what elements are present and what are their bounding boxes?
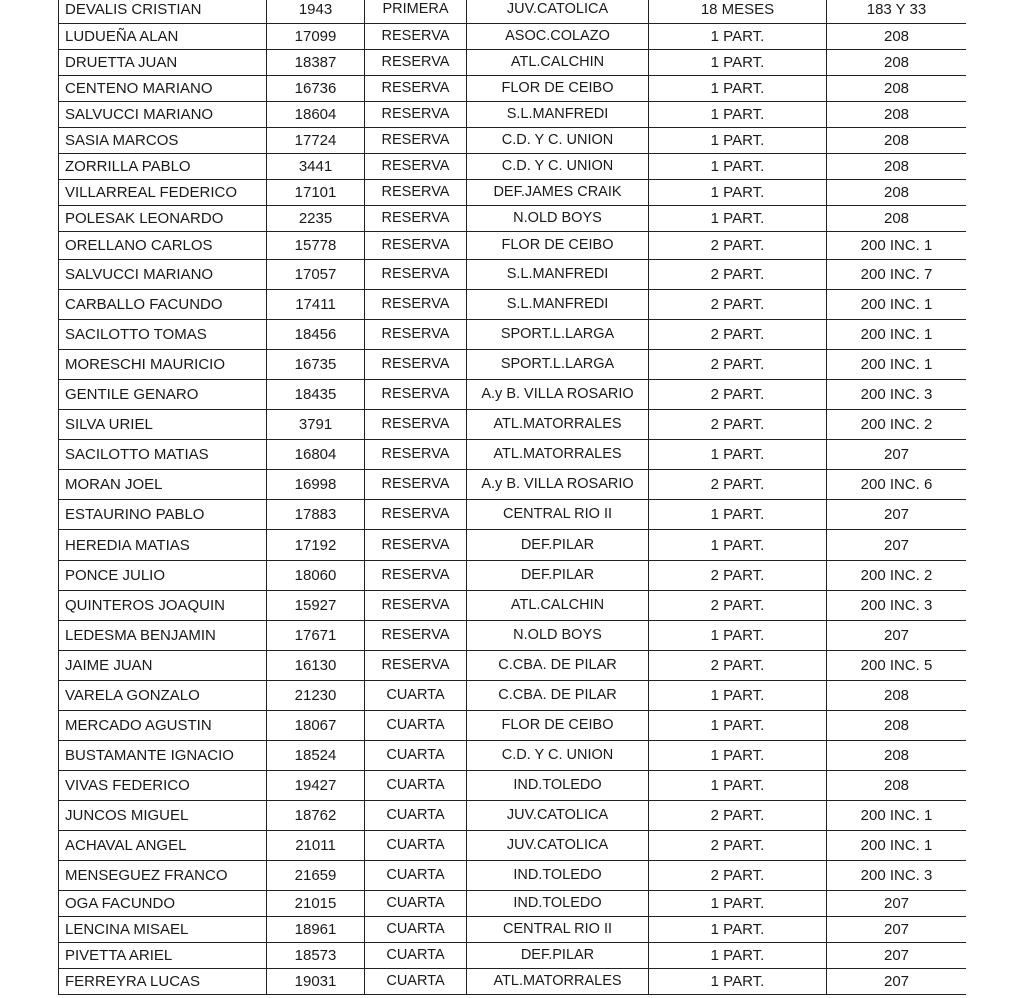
club-cell: S.L.MANFREDI <box>467 290 649 320</box>
article-cell: 207 <box>827 891 967 917</box>
table-row <box>59 969 967 995</box>
division-cell: RESERVA <box>365 260 467 290</box>
division-cell: CUARTA <box>365 771 467 801</box>
division-cell: RESERVA <box>365 410 467 440</box>
article-cell: 207 <box>827 943 967 969</box>
table-row <box>59 350 967 380</box>
table-row <box>59 50 967 76</box>
article-cell: 208 <box>827 711 967 741</box>
player-name-cell: MORESCHI MAURICIO <box>59 350 267 380</box>
table-row <box>59 102 967 128</box>
player-number-cell: 18435 <box>267 380 365 410</box>
table-row <box>59 380 967 410</box>
article-cell: 200 INC. 1 <box>827 801 967 831</box>
club-cell: JUV.CATOLICA <box>467 831 649 861</box>
sanction-cell: 1 PART. <box>649 530 827 561</box>
article-cell: 208 <box>827 154 967 180</box>
division-cell: RESERVA <box>365 561 467 591</box>
player-number-cell: 15927 <box>267 591 365 621</box>
player-name-cell: SALVUCCI MARIANO <box>59 102 267 128</box>
player-name-cell: ESTAURINO PABLO <box>59 500 267 530</box>
player-name-cell: BUSTAMANTE IGNACIO <box>59 741 267 771</box>
player-name-cell: VARELA GONZALO <box>59 681 267 711</box>
club-cell: N.OLD BOYS <box>467 206 649 232</box>
table-row <box>59 801 967 831</box>
club-cell: C.D. Y C. UNION <box>467 154 649 180</box>
sanction-cell: 1 PART. <box>649 943 827 969</box>
player-number-cell: 18961 <box>267 917 365 943</box>
division-cell: RESERVA <box>365 651 467 681</box>
table-row <box>59 260 967 290</box>
article-cell: 208 <box>827 76 967 102</box>
table-row <box>59 651 967 681</box>
player-name-cell: JAIME JUAN <box>59 651 267 681</box>
player-name-cell: MORAN JOEL <box>59 470 267 500</box>
division-cell: CUARTA <box>365 891 467 917</box>
player-name-cell: MENSEGUEZ FRANCO <box>59 861 267 891</box>
sanction-cell: 1 PART. <box>649 180 827 206</box>
table-row <box>59 410 967 440</box>
division-cell: PRIMERA <box>365 0 467 24</box>
player-name-cell: SACILOTTO TOMAS <box>59 320 267 350</box>
player-name-cell: DRUETTA JUAN <box>59 50 267 76</box>
club-cell: C.CBA. DE PILAR <box>467 681 649 711</box>
club-cell: FLOR DE CEIBO <box>467 76 649 102</box>
club-cell: IND.TOLEDO <box>467 891 649 917</box>
division-cell: RESERVA <box>365 76 467 102</box>
article-cell: 208 <box>827 206 967 232</box>
player-name-cell: SASIA MARCOS <box>59 128 267 154</box>
division-cell: RESERVA <box>365 180 467 206</box>
player-name-cell: DEVALIS CRISTIAN <box>59 0 267 24</box>
player-number-cell: 21230 <box>267 681 365 711</box>
division-cell: RESERVA <box>365 350 467 380</box>
sanction-cell: 1 PART. <box>649 969 827 995</box>
player-number-cell: 21659 <box>267 861 365 891</box>
player-name-cell: PONCE JULIO <box>59 561 267 591</box>
sanction-cell: 1 PART. <box>649 771 827 801</box>
table-row <box>59 470 967 500</box>
article-cell: 207 <box>827 500 967 530</box>
player-name-cell: LUDUEÑA ALAN <box>59 24 267 50</box>
table-row <box>59 500 967 530</box>
article-cell: 208 <box>827 50 967 76</box>
player-number-cell: 18573 <box>267 943 365 969</box>
player-name-cell: VILLARREAL FEDERICO <box>59 180 267 206</box>
table-body <box>59 0 967 995</box>
player-name-cell: QUINTEROS JOAQUIN <box>59 591 267 621</box>
club-cell: CENTRAL RIO II <box>467 917 649 943</box>
article-cell: 183 Y 33 <box>827 0 967 24</box>
player-number-cell: 17724 <box>267 128 365 154</box>
player-number-cell: 17671 <box>267 621 365 651</box>
sanction-cell: 1 PART. <box>649 621 827 651</box>
table-row <box>59 24 967 50</box>
club-cell: C.D. Y C. UNION <box>467 741 649 771</box>
article-cell: 200 INC. 1 <box>827 232 967 260</box>
club-cell: DEF.PILAR <box>467 561 649 591</box>
club-cell: JUV.CATOLICA <box>467 0 649 24</box>
sanction-cell: 18 MESES <box>649 0 827 24</box>
division-cell: RESERVA <box>365 621 467 651</box>
player-number-cell: 17101 <box>267 180 365 206</box>
player-name-cell: SILVA URIEL <box>59 410 267 440</box>
player-number-cell: 18456 <box>267 320 365 350</box>
table-row <box>59 681 967 711</box>
player-name-cell: LENCINA MISAEL <box>59 917 267 943</box>
player-name-cell: VIVAS FEDERICO <box>59 771 267 801</box>
player-name-cell: OGA FACUNDO <box>59 891 267 917</box>
division-cell: RESERVA <box>365 50 467 76</box>
sanctions-document <box>58 0 966 998</box>
player-name-cell: CENTENO MARIANO <box>59 76 267 102</box>
division-cell: RESERVA <box>365 380 467 410</box>
player-name-cell: ORELLANO CARLOS <box>59 232 267 260</box>
player-number-cell: 3791 <box>267 410 365 440</box>
sanction-cell: 1 PART. <box>649 500 827 530</box>
table-row <box>59 621 967 651</box>
table-row <box>59 180 967 206</box>
table-row <box>59 76 967 102</box>
article-cell: 207 <box>827 917 967 943</box>
sanction-cell: 2 PART. <box>649 861 827 891</box>
article-cell: 200 INC. 3 <box>827 861 967 891</box>
table-row <box>59 741 967 771</box>
article-cell: 200 INC. 1 <box>827 290 967 320</box>
player-number-cell: 18067 <box>267 711 365 741</box>
sanction-cell: 1 PART. <box>649 440 827 470</box>
table-row <box>59 561 967 591</box>
player-number-cell: 18060 <box>267 561 365 591</box>
division-cell: CUARTA <box>365 801 467 831</box>
club-cell: FLOR DE CEIBO <box>467 232 649 260</box>
club-cell: SPORT.L.LARGA <box>467 320 649 350</box>
article-cell: 208 <box>827 180 967 206</box>
player-number-cell: 18762 <box>267 801 365 831</box>
club-cell: DEF.JAMES CRAIK <box>467 180 649 206</box>
player-name-cell: GENTILE GENARO <box>59 380 267 410</box>
article-cell: 207 <box>827 621 967 651</box>
table-row <box>59 290 967 320</box>
club-cell: ATL.MATORRALES <box>467 440 649 470</box>
player-number-cell: 1943 <box>267 0 365 24</box>
sanction-cell: 2 PART. <box>649 591 827 621</box>
player-name-cell: ZORRILLA PABLO <box>59 154 267 180</box>
article-cell: 208 <box>827 128 967 154</box>
sanction-cell: 2 PART. <box>649 320 827 350</box>
sanction-cell: 2 PART. <box>649 380 827 410</box>
division-cell: RESERVA <box>365 154 467 180</box>
article-cell: 200 INC. 1 <box>827 831 967 861</box>
sanction-cell: 1 PART. <box>649 741 827 771</box>
article-cell: 200 INC. 1 <box>827 320 967 350</box>
club-cell: A.y B. VILLA ROSARIO <box>467 470 649 500</box>
club-cell: S.L.MANFREDI <box>467 102 649 128</box>
article-cell: 200 INC. 5 <box>827 651 967 681</box>
club-cell: ATL.MATORRALES <box>467 969 649 995</box>
division-cell: RESERVA <box>365 24 467 50</box>
article-cell: 207 <box>827 530 967 561</box>
club-cell: DEF.PILAR <box>467 530 649 561</box>
table-row <box>59 917 967 943</box>
player-number-cell: 19427 <box>267 771 365 801</box>
club-cell: ATL.CALCHIN <box>467 591 649 621</box>
sanction-cell: 1 PART. <box>649 681 827 711</box>
player-name-cell: MERCADO AGUSTIN <box>59 711 267 741</box>
player-number-cell: 16130 <box>267 651 365 681</box>
club-cell: DEF.PILAR <box>467 943 649 969</box>
table-row <box>59 440 967 470</box>
player-number-cell: 17883 <box>267 500 365 530</box>
sanctions-table <box>58 0 966 995</box>
division-cell: RESERVA <box>365 206 467 232</box>
article-cell: 200 INC. 2 <box>827 410 967 440</box>
sanction-cell: 2 PART. <box>649 350 827 380</box>
sanction-cell: 1 PART. <box>649 711 827 741</box>
table-row <box>59 861 967 891</box>
table-row <box>59 891 967 917</box>
table-row <box>59 128 967 154</box>
sanction-cell: 1 PART. <box>649 154 827 180</box>
division-cell: RESERVA <box>365 320 467 350</box>
sanction-cell: 2 PART. <box>649 561 827 591</box>
article-cell: 208 <box>827 24 967 50</box>
division-cell: RESERVA <box>365 128 467 154</box>
article-cell: 208 <box>827 102 967 128</box>
player-name-cell: HEREDIA MATIAS <box>59 530 267 561</box>
article-cell: 208 <box>827 771 967 801</box>
player-number-cell: 17099 <box>267 24 365 50</box>
player-number-cell: 18524 <box>267 741 365 771</box>
article-cell: 207 <box>827 969 967 995</box>
article-cell: 207 <box>827 440 967 470</box>
sanction-cell: 1 PART. <box>649 102 827 128</box>
division-cell: CUARTA <box>365 831 467 861</box>
player-number-cell: 2235 <box>267 206 365 232</box>
player-number-cell: 19031 <box>267 969 365 995</box>
table-row <box>59 591 967 621</box>
article-cell: 200 INC. 1 <box>827 350 967 380</box>
player-number-cell: 18604 <box>267 102 365 128</box>
player-name-cell: ACHAVAL ANGEL <box>59 831 267 861</box>
division-cell: CUARTA <box>365 917 467 943</box>
player-number-cell: 18387 <box>267 50 365 76</box>
sanction-cell: 2 PART. <box>649 470 827 500</box>
player-name-cell: FERREYRA LUCAS <box>59 969 267 995</box>
player-number-cell: 16998 <box>267 470 365 500</box>
division-cell: RESERVA <box>365 500 467 530</box>
article-cell: 200 INC. 6 <box>827 470 967 500</box>
division-cell: CUARTA <box>365 741 467 771</box>
division-cell: RESERVA <box>365 290 467 320</box>
club-cell: ATL.CALCHIN <box>467 50 649 76</box>
club-cell: ATL.MATORRALES <box>467 410 649 440</box>
table-row <box>59 232 967 260</box>
sanction-cell: 1 PART. <box>649 917 827 943</box>
club-cell: FLOR DE CEIBO <box>467 711 649 741</box>
sanction-cell: 2 PART. <box>649 801 827 831</box>
table-row <box>59 943 967 969</box>
table-row <box>59 530 967 561</box>
player-name-cell: PIVETTA ARIEL <box>59 943 267 969</box>
club-cell: JUV.CATOLICA <box>467 801 649 831</box>
player-number-cell: 16804 <box>267 440 365 470</box>
division-cell: CUARTA <box>365 969 467 995</box>
article-cell: 200 INC. 3 <box>827 380 967 410</box>
club-cell: C.D. Y C. UNION <box>467 128 649 154</box>
player-number-cell: 17057 <box>267 260 365 290</box>
table-row <box>59 711 967 741</box>
division-cell: RESERVA <box>365 591 467 621</box>
player-name-cell: JUNCOS MIGUEL <box>59 801 267 831</box>
table-row <box>59 831 967 861</box>
player-number-cell: 3441 <box>267 154 365 180</box>
player-number-cell: 17192 <box>267 530 365 561</box>
club-cell: S.L.MANFREDI <box>467 260 649 290</box>
club-cell: IND.TOLEDO <box>467 861 649 891</box>
club-cell: N.OLD BOYS <box>467 621 649 651</box>
player-number-cell: 16736 <box>267 76 365 102</box>
table-row <box>59 0 967 24</box>
player-number-cell: 21011 <box>267 831 365 861</box>
sanction-cell: 1 PART. <box>649 128 827 154</box>
club-cell: CENTRAL RIO II <box>467 500 649 530</box>
division-cell: CUARTA <box>365 681 467 711</box>
sanction-cell: 2 PART. <box>649 831 827 861</box>
article-cell: 200 INC. 2 <box>827 561 967 591</box>
player-name-cell: SACILOTTO MATIAS <box>59 440 267 470</box>
sanction-cell: 2 PART. <box>649 260 827 290</box>
division-cell: CUARTA <box>365 943 467 969</box>
club-cell: ASOC.COLAZO <box>467 24 649 50</box>
player-name-cell: SALVUCCI MARIANO <box>59 260 267 290</box>
division-cell: RESERVA <box>365 530 467 561</box>
division-cell: RESERVA <box>365 232 467 260</box>
player-number-cell: 17411 <box>267 290 365 320</box>
club-cell: C.CBA. DE PILAR <box>467 651 649 681</box>
division-cell: RESERVA <box>365 470 467 500</box>
table-row <box>59 771 967 801</box>
table-row <box>59 206 967 232</box>
club-cell: IND.TOLEDO <box>467 771 649 801</box>
player-name-cell: LEDESMA BENJAMIN <box>59 621 267 651</box>
article-cell: 200 INC. 7 <box>827 260 967 290</box>
sanction-cell: 1 PART. <box>649 76 827 102</box>
article-cell: 208 <box>827 681 967 711</box>
table-row <box>59 320 967 350</box>
sanction-cell: 2 PART. <box>649 410 827 440</box>
division-cell: RESERVA <box>365 440 467 470</box>
sanction-cell: 1 PART. <box>649 50 827 76</box>
division-cell: CUARTA <box>365 861 467 891</box>
sanction-cell: 1 PART. <box>649 206 827 232</box>
article-cell: 200 INC. 3 <box>827 591 967 621</box>
division-cell: CUARTA <box>365 711 467 741</box>
player-number-cell: 21015 <box>267 891 365 917</box>
sanction-cell: 1 PART. <box>649 891 827 917</box>
player-number-cell: 15778 <box>267 232 365 260</box>
table-row <box>59 154 967 180</box>
sanction-cell: 2 PART. <box>649 290 827 320</box>
sanction-cell: 2 PART. <box>649 232 827 260</box>
player-number-cell: 16735 <box>267 350 365 380</box>
division-cell: RESERVA <box>365 102 467 128</box>
player-name-cell: POLESAK LEONARDO <box>59 206 267 232</box>
club-cell: SPORT.L.LARGA <box>467 350 649 380</box>
sanction-cell: 2 PART. <box>649 651 827 681</box>
sanction-cell: 1 PART. <box>649 24 827 50</box>
player-name-cell: CARBALLO FACUNDO <box>59 290 267 320</box>
club-cell: A.y B. VILLA ROSARIO <box>467 380 649 410</box>
article-cell: 208 <box>827 741 967 771</box>
